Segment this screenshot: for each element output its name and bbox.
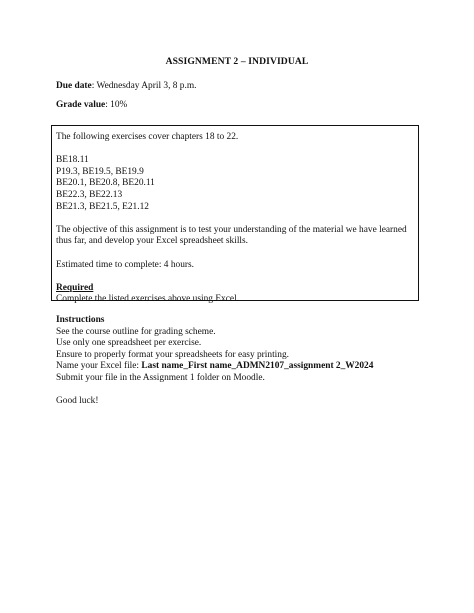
exercise-list bbox=[56, 155, 416, 213]
intro-text: The following exercises cover chapters 18 to 22. bbox=[56, 132, 239, 142]
estimated-time-text: Estimated time to complete: 4 hours. bbox=[56, 259, 194, 270]
instructions-heading: Instructions bbox=[56, 315, 105, 325]
document-title: ASSIGNMENT 2 – INDIVIDUAL bbox=[165, 56, 309, 67]
exercise-item: BE18.11 bbox=[56, 155, 89, 166]
filename-prefix: Name your Excel file: bbox=[56, 361, 142, 372]
exercises-box bbox=[51, 125, 419, 305]
grade-value-value: : 10% bbox=[105, 100, 128, 110]
closing-text: Good luck! bbox=[56, 396, 99, 407]
required-text: Complete the listed exercises above using Excel. bbox=[56, 294, 240, 305]
grade-value-line bbox=[56, 100, 127, 112]
instruction-line: Ensure to properly format your spreadsheets for easy printing. bbox=[56, 349, 290, 360]
instructions-section bbox=[56, 315, 436, 408]
exercises-box-content bbox=[56, 132, 416, 306]
filename-value: Last name_First name_ADMN2107_assignment 2_W2024 bbox=[141, 361, 374, 372]
due-date-line bbox=[56, 81, 196, 93]
exercise-item: BE20.1, BE20.8, BE20.11 bbox=[56, 178, 155, 189]
filename-instruction-line bbox=[56, 361, 436, 373]
instruction-line: See the course outline for grading scheme. bbox=[56, 326, 216, 337]
due-date-value: : Wednesday April 3, 8 p.m. bbox=[91, 81, 197, 91]
instruction-line: Use only one spreadsheet per exercise. bbox=[56, 338, 202, 349]
exercise-item: BE21.3, BE21.5, E21.12 bbox=[56, 201, 149, 212]
objective-text: The objective of this assignment is to test your understanding of the material we have learned thus far, and develop your Excel spreadsheet skills. bbox=[56, 224, 407, 247]
submit-instruction-line: Submit your file in the Assignment 1 folder on Moodle. bbox=[56, 372, 265, 383]
grade-value-label: Grade value bbox=[56, 100, 106, 110]
due-date-label: Due date bbox=[56, 81, 92, 91]
exercise-item: P19.3, BE19.5, BE19.9 bbox=[56, 166, 144, 177]
required-heading: Required bbox=[56, 282, 94, 293]
exercise-item: BE22.3, BE22.13 bbox=[56, 189, 123, 200]
